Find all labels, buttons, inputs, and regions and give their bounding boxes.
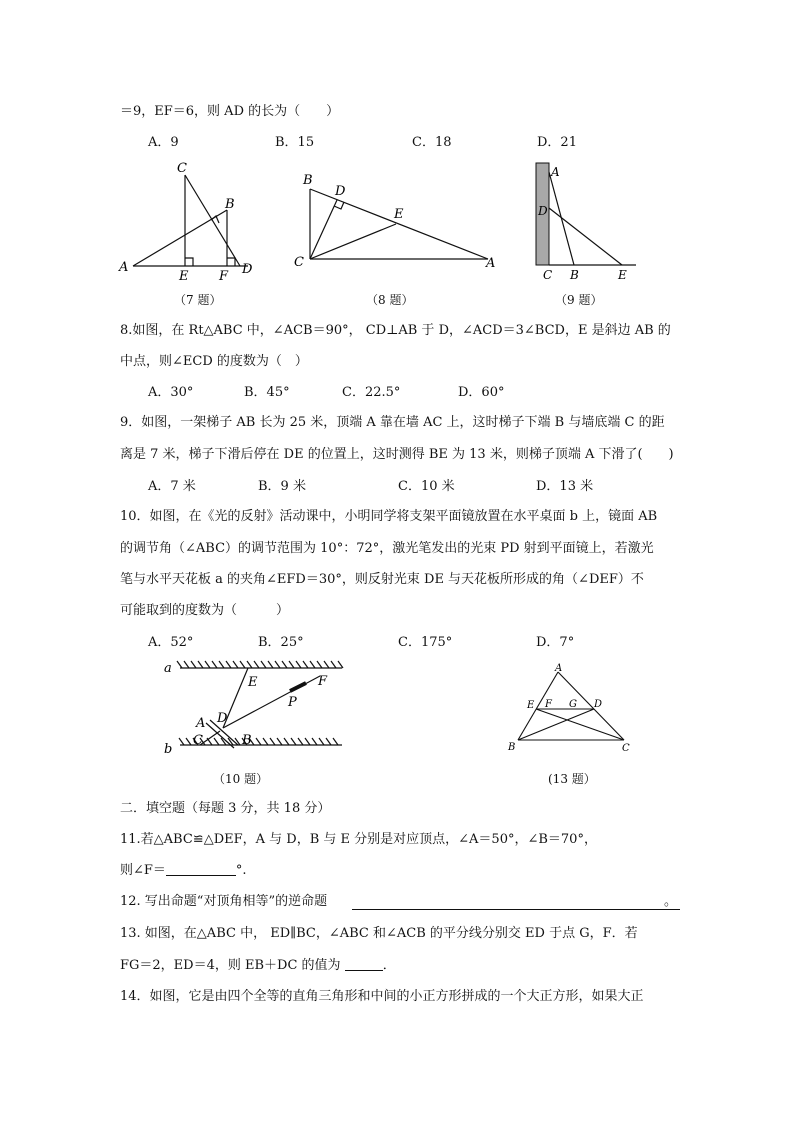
fig8-caption: （8 题） bbox=[366, 293, 414, 307]
q9-option-b: B．9 米 bbox=[258, 479, 306, 494]
fig7-label-c: C bbox=[177, 161, 187, 176]
figure-7 bbox=[115, 158, 260, 283]
figure-10 bbox=[160, 656, 350, 761]
fig13-label-g: G bbox=[569, 699, 577, 710]
fig7-label-f: F bbox=[219, 269, 229, 283]
q8-option-a: A．30° bbox=[148, 385, 194, 400]
q8-line2: 中点，则∠ECD 的度数为（ ） bbox=[120, 354, 308, 369]
q10-option-c: C．175° bbox=[398, 635, 453, 650]
q11-suffix: °. bbox=[235, 863, 247, 878]
fig7-label-a: A bbox=[119, 260, 129, 275]
fig7-caption: （7 题） bbox=[174, 293, 222, 307]
figure-13 bbox=[500, 662, 640, 757]
q11-prefix: 则∠F＝ bbox=[120, 863, 166, 878]
fig10-label-b-line: b bbox=[164, 742, 173, 757]
fig13-label-b: B bbox=[508, 742, 516, 753]
q11-line2 bbox=[120, 862, 247, 880]
fig13-label-e: E bbox=[527, 700, 535, 711]
fig10-label-a-line: a bbox=[164, 661, 172, 676]
q14-line1: 14．如图，它是由四个全等的直角三角形和中间的小正方形拼成的一个大正方形，如果大正 bbox=[120, 989, 644, 1004]
fig9-label-e: E bbox=[618, 268, 627, 282]
fig7-label-e: E bbox=[179, 269, 189, 283]
q13-prefix: FG＝2，ED＝4，则 EB＋DC 的值为 bbox=[120, 958, 341, 973]
fig9-label-a: A bbox=[551, 165, 560, 179]
fig8-label-a: A bbox=[486, 256, 496, 271]
q10-option-d: D．7° bbox=[536, 635, 575, 650]
fig8-label-e: E bbox=[394, 207, 404, 222]
fig10-label-f: F bbox=[318, 674, 328, 689]
q11-line1: 11.若△ABC≌△DEF，A 与 D，B 与 E 分别是对应顶点，∠A＝50°，∠B＝70°， bbox=[120, 832, 597, 847]
q13-suffix: ． bbox=[382, 958, 396, 973]
q7-option-a: A．9 bbox=[148, 135, 179, 150]
q8-option-d: D．60° bbox=[458, 385, 505, 400]
q7-text: ＝9，EF＝6，则 AD 的长为（ ） bbox=[120, 104, 340, 119]
q8-option-c: C．22.5° bbox=[342, 385, 401, 400]
q7-option-b: B．15 bbox=[275, 135, 315, 150]
fig10-label-c: C bbox=[193, 733, 203, 748]
q8-line1: 8.如图，在 Rt△ABC 中，∠ACB＝90°， CD⊥AB 于 D，∠ACD＝3∠BCD，E 是斜边 AB 的 bbox=[120, 323, 671, 338]
fig10-label-a: A bbox=[196, 716, 206, 731]
q12-text: 12. 写出命题“对顶角相等”的逆命题 bbox=[120, 894, 328, 909]
fig8-label-b: B bbox=[303, 173, 313, 188]
q9-line1: 9．如图，一架梯子 AB 长为 25 米，顶端 A 靠在墙 AC 上，这时梯子下端 B 与墙底端 C 的距 bbox=[120, 415, 665, 430]
fig10-label-d: D bbox=[217, 711, 228, 726]
fig10-label-b: B bbox=[242, 733, 252, 748]
q9-option-a: A．7 米 bbox=[148, 479, 196, 494]
q9-option-d: D．13 米 bbox=[536, 479, 594, 494]
fig13-label-a: A bbox=[555, 663, 563, 674]
fig7-label-d: D bbox=[242, 262, 253, 277]
fig13-label-c: C bbox=[622, 743, 630, 754]
fig9-label-d: D bbox=[538, 204, 548, 218]
fig10-label-p: P bbox=[288, 695, 297, 710]
fig8-label-c: C bbox=[294, 255, 304, 270]
q12-end: 。 bbox=[664, 894, 678, 909]
q9-line2: 离是 7 米，梯子下滑后停在 DE 的位置上，这时测得 BE 为 13 米，则梯子顶端 A 下滑了( ) bbox=[120, 447, 674, 462]
q13-line2 bbox=[120, 957, 396, 975]
q8-option-b: B．45° bbox=[244, 385, 290, 400]
figure-8 bbox=[290, 168, 505, 273]
fig9-label-c: C bbox=[543, 268, 553, 282]
fig9-label-b: B bbox=[570, 268, 579, 282]
q12-answer-line[interactable] bbox=[352, 909, 680, 910]
fig8-label-d: D bbox=[335, 184, 346, 199]
q7-option-d: D．21 bbox=[537, 135, 577, 150]
q10-option-a: A．52° bbox=[148, 635, 194, 650]
q10-line4: 可能取到的度数为（ ） bbox=[120, 603, 290, 618]
fig10-label-e: E bbox=[248, 675, 258, 690]
q13-line1: 13. 如图，在△ABC 中， ED∥BC，∠ABC 和∠ACB 的平分线分别交 ED 于点 G，F．若 bbox=[120, 926, 638, 941]
q7-option-c: C．18 bbox=[412, 135, 452, 150]
q10-option-b: B．25° bbox=[258, 635, 304, 650]
section2-title: 二．填空题（每题 3 分，共 18 分） bbox=[120, 801, 331, 816]
fig10-caption: （10 题） bbox=[213, 772, 269, 786]
q9-option-c: C．10 米 bbox=[398, 479, 455, 494]
q13-answer-blank[interactable] bbox=[345, 958, 383, 971]
fig13-label-d: D bbox=[594, 699, 603, 710]
q11-answer-blank[interactable] bbox=[166, 863, 236, 876]
fig13-label-f: F bbox=[545, 699, 552, 710]
q10-line1: 10．如图，在《光的反射》活动课中，小明同学将支架平面镜放置在水平桌面 b 上，镜面 AB bbox=[120, 509, 658, 524]
q10-line3: 笔与水平天花板 a 的夹角∠EFD＝30°，则反射光束 DE 与天花板所形成的角（∠DEF）不 bbox=[120, 572, 644, 587]
q10-line2: 的调节角（∠ABC）的调节范围为 10°：72°，激光笔发出的光束 PD 射到平面镜上，若激光 bbox=[120, 541, 654, 556]
fig7-label-b: B bbox=[225, 197, 235, 212]
fig9-caption: （9 题） bbox=[555, 293, 603, 307]
figure-9 bbox=[530, 158, 640, 283]
fig13-caption: (13 题） bbox=[548, 772, 596, 786]
